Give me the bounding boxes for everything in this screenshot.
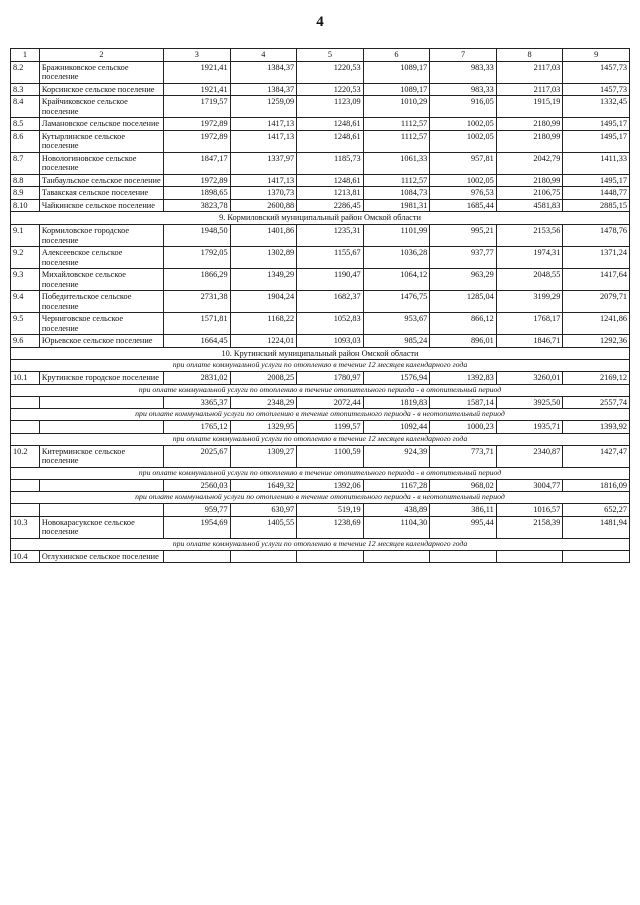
settlement-name: Крутинское городское поселение	[39, 372, 163, 385]
tariff-value: 995,21	[430, 224, 497, 246]
tariff-value: 2885,15	[563, 199, 630, 212]
tariff-value: 1847,17	[164, 152, 231, 174]
tariff-value: 1168,22	[230, 313, 297, 335]
tariff-value: 1190,47	[297, 269, 364, 291]
tariff-value: 1220,53	[297, 61, 364, 83]
tariff-value: 1285,04	[430, 291, 497, 313]
tariff-value: 2180,99	[496, 174, 563, 187]
row-number	[11, 504, 40, 517]
tariff-value: 1448,77	[563, 187, 630, 200]
tariff-value: 1846,71	[496, 335, 563, 348]
row-number	[11, 396, 40, 409]
row-number: 10.2	[11, 445, 40, 467]
table-row	[11, 421, 630, 434]
table-row	[11, 269, 630, 291]
tariff-value: 963,29	[430, 269, 497, 291]
tariff-value: 3260,01	[496, 372, 563, 385]
tariff-value: 1064,12	[363, 269, 430, 291]
row-number: 8.8	[11, 174, 40, 187]
tariff-value: 1935,71	[496, 421, 563, 434]
header-cell: 3	[164, 49, 231, 62]
tariff-value: 1401,86	[230, 224, 297, 246]
table-row	[11, 118, 630, 131]
tariff-value: 1248,61	[297, 174, 364, 187]
group-heading-row	[11, 347, 630, 360]
tariff-value	[230, 550, 297, 563]
tariff-value: 1921,41	[164, 61, 231, 83]
table-row	[11, 187, 630, 200]
table-row	[11, 96, 630, 118]
tariff-value	[297, 550, 364, 563]
tariff-value: 1220,53	[297, 83, 364, 96]
tariff-value: 630,97	[230, 504, 297, 517]
tariff-value: 1123,09	[297, 96, 364, 118]
tariff-value: 1384,37	[230, 83, 297, 96]
tariff-value: 1084,73	[363, 187, 430, 200]
tariff-value: 1329,95	[230, 421, 297, 434]
tariff-value: 1478,76	[563, 224, 630, 246]
tariff-value: 1000,23	[430, 421, 497, 434]
tariff-value: 1972,89	[164, 130, 231, 152]
tariff-value: 2153,56	[496, 224, 563, 246]
row-number	[11, 479, 40, 492]
tariff-value: 1393,92	[563, 421, 630, 434]
tariff-value: 1302,89	[230, 247, 297, 269]
tariff-value: 1089,17	[363, 83, 430, 96]
tariff-value: 2180,99	[496, 130, 563, 152]
tariff-value: 1792,05	[164, 247, 231, 269]
row-number: 9.2	[11, 247, 40, 269]
tariff-value: 2286,45	[297, 199, 364, 212]
header-cell: 1	[11, 49, 40, 62]
tariff-value: 1495,17	[563, 118, 630, 131]
tariff-value: 1112,57	[363, 130, 430, 152]
settlement-name: Корсинское сельское поселение	[39, 83, 163, 96]
row-number: 9.5	[11, 313, 40, 335]
settlement-name	[39, 396, 163, 409]
table-row	[11, 479, 630, 492]
tariff-value: 1093,03	[297, 335, 364, 348]
tariff-value: 1571,81	[164, 313, 231, 335]
tariff-value: 2348,29	[230, 396, 297, 409]
tariff-value: 3365,37	[164, 396, 231, 409]
tariff-value: 916,05	[430, 96, 497, 118]
tariff-value: 652,27	[563, 504, 630, 517]
tariff-value: 2008,25	[230, 372, 297, 385]
table-row	[11, 83, 630, 96]
tariff-value	[430, 550, 497, 563]
tariff-value: 1052,83	[297, 313, 364, 335]
tariff-value: 1235,31	[297, 224, 364, 246]
tariff-value: 1719,57	[164, 96, 231, 118]
tariff-value: 1167,28	[363, 479, 430, 492]
settlement-name: Тавакская сельское поселение	[39, 187, 163, 200]
tariff-value: 924,39	[363, 445, 430, 467]
tariff-value: 519,19	[297, 504, 364, 517]
tariff-value: 1101,99	[363, 224, 430, 246]
tariff-value: 2106,75	[496, 187, 563, 200]
tariff-value: 1259,09	[230, 96, 297, 118]
header-cell: 5	[297, 49, 364, 62]
tariff-value: 1664,45	[164, 335, 231, 348]
settlement-name: Танбаульское сельское поселение	[39, 174, 163, 187]
tariff-value: 1010,29	[363, 96, 430, 118]
tariff-value: 2048,55	[496, 269, 563, 291]
tariff-value: 1954,69	[164, 516, 231, 538]
district-heading: 9. Кормиловский муниципальный район Омской области	[11, 212, 630, 225]
table-row	[11, 130, 630, 152]
tariff-value: 1292,36	[563, 335, 630, 348]
row-number: 9.1	[11, 224, 40, 246]
row-number: 8.3	[11, 83, 40, 96]
tariff-value: 1199,57	[297, 421, 364, 434]
tariff-value: 1904,24	[230, 291, 297, 313]
tariff-value: 1104,30	[363, 516, 430, 538]
settlement-name: Оглухинское сельское поселение	[39, 550, 163, 563]
tariff-value: 1495,17	[563, 130, 630, 152]
settlement-name: Алексеевское сельское поселение	[39, 247, 163, 269]
tariff-value: 1248,61	[297, 118, 364, 131]
tariff-value: 953,67	[363, 313, 430, 335]
condition-note-row	[11, 492, 630, 504]
tariff-value: 1974,31	[496, 247, 563, 269]
row-number: 8.6	[11, 130, 40, 152]
tariff-value: 1682,37	[297, 291, 364, 313]
tariff-value: 968,02	[430, 479, 497, 492]
row-number: 9.4	[11, 291, 40, 313]
condition-note-row	[11, 433, 630, 445]
tariff-value	[363, 550, 430, 563]
tariff-value: 2042,79	[496, 152, 563, 174]
tariff-value: 1685,44	[430, 199, 497, 212]
tariff-value: 2731,38	[164, 291, 231, 313]
tariff-value: 1002,05	[430, 118, 497, 131]
tariff-value: 985,24	[363, 335, 430, 348]
tariff-value: 2560,03	[164, 479, 231, 492]
tariff-value: 1092,44	[363, 421, 430, 434]
tariff-value: 2831,02	[164, 372, 231, 385]
tariff-value: 1765,12	[164, 421, 231, 434]
tariff-value: 995,44	[430, 516, 497, 538]
tariff-value: 1100,59	[297, 445, 364, 467]
tariff-value: 983,33	[430, 61, 497, 83]
tariff-value: 1337,97	[230, 152, 297, 174]
tariff-value: 1112,57	[363, 174, 430, 187]
tariff-value: 1002,05	[430, 130, 497, 152]
tariff-value: 896,01	[430, 335, 497, 348]
tariff-value: 976,53	[430, 187, 497, 200]
row-number: 8.9	[11, 187, 40, 200]
tariff-value: 1405,55	[230, 516, 297, 538]
condition-note: при оплате коммунальной услуги по отоплению в течение отопительного периода - в отопительный период	[11, 467, 630, 479]
condition-note: при оплате коммунальной услуги по отоплению в течение 12 месяцев календарного года	[11, 360, 630, 372]
table-body	[11, 61, 630, 563]
tariff-value: 1481,94	[563, 516, 630, 538]
settlement-name: Новологиновское сельское поселение	[39, 152, 163, 174]
tariff-value: 2117,03	[496, 83, 563, 96]
row-number: 10.3	[11, 516, 40, 538]
header-cell: 8	[496, 49, 563, 62]
tariff-value: 959,77	[164, 504, 231, 517]
tariff-value: 1112,57	[363, 118, 430, 131]
tariff-value: 2079,71	[563, 291, 630, 313]
tariff-value: 957,81	[430, 152, 497, 174]
table-row	[11, 313, 630, 335]
table-row	[11, 224, 630, 246]
settlement-name	[39, 421, 163, 434]
tariff-value: 1185,73	[297, 152, 364, 174]
tariff-value: 1392,06	[297, 479, 364, 492]
tariff-value: 1457,73	[563, 83, 630, 96]
tariff-value: 1587,14	[430, 396, 497, 409]
tariff-value: 1576,94	[363, 372, 430, 385]
tariff-value: 2169,12	[563, 372, 630, 385]
settlement-name: Крайчиковское сельское поселение	[39, 96, 163, 118]
tariff-value: 1816,09	[563, 479, 630, 492]
tariff-value	[496, 550, 563, 563]
condition-note-row	[11, 360, 630, 372]
tariff-value: 773,71	[430, 445, 497, 467]
table-row	[11, 335, 630, 348]
tariff-value: 1392,83	[430, 372, 497, 385]
table-row	[11, 372, 630, 385]
table-row	[11, 174, 630, 187]
tariff-table	[10, 48, 630, 563]
row-number: 10.4	[11, 550, 40, 563]
tariff-value: 1224,01	[230, 335, 297, 348]
tariff-value: 2158,39	[496, 516, 563, 538]
tariff-value: 1915,19	[496, 96, 563, 118]
tariff-value: 1332,45	[563, 96, 630, 118]
settlement-name: Новокарасукское сельское поселение	[39, 516, 163, 538]
tariff-value: 1866,29	[164, 269, 231, 291]
row-number: 8.5	[11, 118, 40, 131]
table-row	[11, 247, 630, 269]
tariff-value	[563, 550, 630, 563]
settlement-name: Бражниковское сельское поселение	[39, 61, 163, 83]
tariff-value: 1061,33	[363, 152, 430, 174]
table-row	[11, 291, 630, 313]
settlement-name: Юрьевское сельское поселение	[39, 335, 163, 348]
row-number: 10.1	[11, 372, 40, 385]
tariff-value: 1411,33	[563, 152, 630, 174]
condition-note-row	[11, 409, 630, 421]
tariff-value: 1649,32	[230, 479, 297, 492]
tariff-value: 3199,29	[496, 291, 563, 313]
tariff-value: 3925,50	[496, 396, 563, 409]
table-row	[11, 396, 630, 409]
tariff-value: 1384,37	[230, 61, 297, 83]
tariff-value: 1309,27	[230, 445, 297, 467]
tariff-value: 1238,69	[297, 516, 364, 538]
tariff-value: 3004,77	[496, 479, 563, 492]
row-number: 9.3	[11, 269, 40, 291]
tariff-value: 1972,89	[164, 174, 231, 187]
tariff-value: 1780,97	[297, 372, 364, 385]
settlement-name: Черниговское сельское поселение	[39, 313, 163, 335]
table-row	[11, 199, 630, 212]
tariff-value: 1016,57	[496, 504, 563, 517]
row-number: 8.10	[11, 199, 40, 212]
header-cell: 4	[230, 49, 297, 62]
tariff-value: 2025,67	[164, 445, 231, 467]
condition-note: при оплате коммунальной услуги по отоплению в течение 12 месяцев календарного года	[11, 538, 630, 550]
tariff-value: 1417,13	[230, 174, 297, 187]
tariff-value: 1089,17	[363, 61, 430, 83]
condition-note: при оплате коммунальной услуги по отоплению в течение отопительного периода - в неотопительный период	[11, 409, 630, 421]
table-row	[11, 445, 630, 467]
tariff-value: 1819,83	[363, 396, 430, 409]
tariff-value: 4581,83	[496, 199, 563, 212]
tariff-value: 438,89	[363, 504, 430, 517]
header-cell: 6	[363, 49, 430, 62]
page-number: 4	[316, 14, 324, 30]
tariff-value: 2180,99	[496, 118, 563, 131]
tariff-value: 1371,24	[563, 247, 630, 269]
settlement-name: Кормиловское городское поселение	[39, 224, 163, 246]
table-row	[11, 550, 630, 563]
tariff-value: 1241,86	[563, 313, 630, 335]
tariff-value: 2340,87	[496, 445, 563, 467]
tariff-value: 1002,05	[430, 174, 497, 187]
tariff-value: 1036,28	[363, 247, 430, 269]
tariff-value: 3823,78	[164, 199, 231, 212]
settlement-name: Ламановское сельское поселение	[39, 118, 163, 131]
tariff-value: 1248,61	[297, 130, 364, 152]
condition-note: при оплате коммунальной услуги по отоплению в течение отопительного периода - в неотопительный период	[11, 492, 630, 504]
tariff-value: 1476,75	[363, 291, 430, 313]
table-row	[11, 152, 630, 174]
settlement-name: Кутырлинское сельское поселение	[39, 130, 163, 152]
row-number: 8.7	[11, 152, 40, 174]
condition-note: при оплате коммунальной услуги по отоплению в течение отопительного периода - в отопительный период	[11, 384, 630, 396]
tariff-value: 1495,17	[563, 174, 630, 187]
tariff-value: 1213,81	[297, 187, 364, 200]
settlement-name: Победительское сельское поселение	[39, 291, 163, 313]
group-heading-row	[11, 212, 630, 225]
row-number	[11, 421, 40, 434]
tariff-value: 1948,50	[164, 224, 231, 246]
table-row	[11, 504, 630, 517]
settlement-name	[39, 479, 163, 492]
settlement-name: Михайловское сельское поселение	[39, 269, 163, 291]
table-header	[11, 49, 630, 62]
tariff-value: 386,11	[430, 504, 497, 517]
tariff-value: 1898,65	[164, 187, 231, 200]
row-number: 9.6	[11, 335, 40, 348]
tariff-value: 1972,89	[164, 118, 231, 131]
tariff-value: 2600,88	[230, 199, 297, 212]
settlement-name	[39, 504, 163, 517]
tariff-value: 1427,47	[563, 445, 630, 467]
tariff-value: 1417,13	[230, 130, 297, 152]
header-cell: 7	[430, 49, 497, 62]
tariff-value: 2072,44	[297, 396, 364, 409]
condition-note: при оплате коммунальной услуги по отоплению в течение 12 месяцев календарного года	[11, 433, 630, 445]
tariff-value: 2557,74	[563, 396, 630, 409]
tariff-value: 1370,73	[230, 187, 297, 200]
tariff-value: 937,77	[430, 247, 497, 269]
tariff-value: 1981,31	[363, 199, 430, 212]
header-cell: 9	[563, 49, 630, 62]
tariff-value: 983,33	[430, 83, 497, 96]
tariff-value: 1768,17	[496, 313, 563, 335]
tariff-value: 866,12	[430, 313, 497, 335]
condition-note-row	[11, 538, 630, 550]
settlement-name: Китерминское сельское поселение	[39, 445, 163, 467]
tariff-value: 1417,13	[230, 118, 297, 131]
table-row	[11, 516, 630, 538]
tariff-value	[164, 550, 231, 563]
header-cell: 2	[39, 49, 163, 62]
row-number: 8.2	[11, 61, 40, 83]
tariff-value: 2117,03	[496, 61, 563, 83]
settlement-name: Чайкинское сельское поселение	[39, 199, 163, 212]
condition-note-row	[11, 384, 630, 396]
header-row	[11, 49, 630, 62]
row-number: 8.4	[11, 96, 40, 118]
tariff-value: 1417,64	[563, 269, 630, 291]
condition-note-row	[11, 467, 630, 479]
table-row	[11, 61, 630, 83]
district-heading: 10. Крутинский муниципальный район Омской области	[11, 347, 630, 360]
tariff-value: 1155,67	[297, 247, 364, 269]
tariff-value: 1921,41	[164, 83, 231, 96]
tariff-value: 1457,73	[563, 61, 630, 83]
tariff-value: 1349,29	[230, 269, 297, 291]
